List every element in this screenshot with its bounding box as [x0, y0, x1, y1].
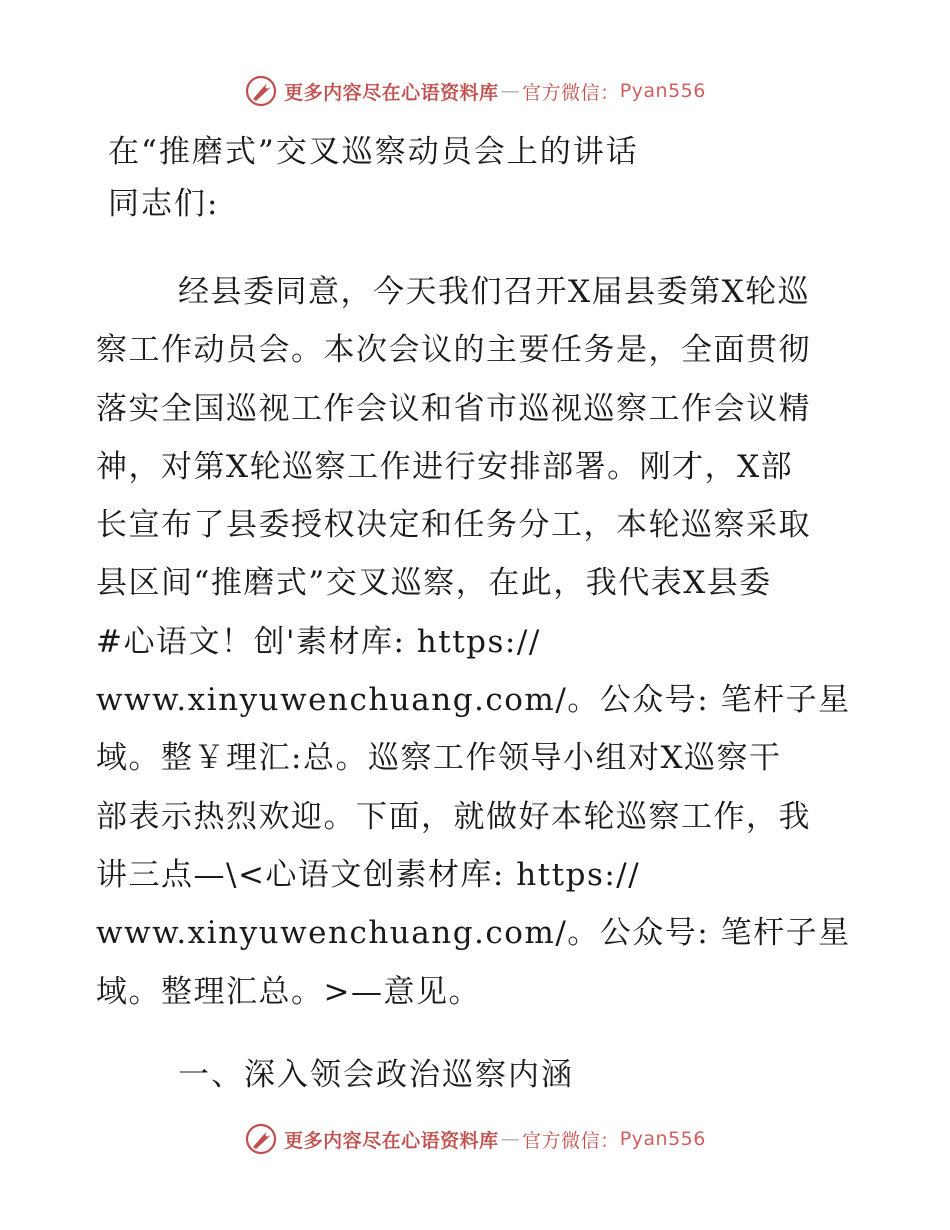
paragraph-line: 长宣布了县委授权决定和任务分工，本轮巡察采取: [96, 507, 811, 544]
section-heading: 一、深入领会政治巡察内涵: [178, 1057, 574, 1093]
banner-wechat-id: Pyan556: [619, 1128, 706, 1150]
banner-promo-text: 更多内容尽在心语资料库: [284, 1129, 499, 1152]
banner-separator: —: [500, 1128, 521, 1150]
paragraph-line: #心语文！创'素材库: https://: [96, 623, 541, 660]
header-watermark-banner: [0, 74, 950, 108]
pen-nib-logo-icon: [244, 74, 278, 108]
salutation: 同志们:: [108, 186, 220, 222]
paragraph-line: 神，对第X轮巡察工作进行安排部署。刚才，X部: [96, 448, 794, 485]
footer-watermark-banner: [0, 1122, 950, 1156]
document-title: 在“推磨式”交叉巡察动员会上的讲话: [108, 134, 639, 170]
banner-promo-text: 更多内容尽在心语资料库: [284, 81, 499, 104]
paragraph-line: www.xinyuwenchuang.com/。公众号: 笔杆子星: [96, 915, 851, 952]
banner-wechat-label: 官方微信：: [522, 1129, 620, 1152]
paragraph-line: 域。整理汇总。>—意见。: [96, 973, 481, 1010]
paragraph-line: www.xinyuwenchuang.com/。公众号: 笔杆子星: [96, 682, 851, 719]
paragraph-line: 讲三点—\<心语文创素材库: https://: [96, 856, 641, 893]
body-paragraph: [96, 272, 876, 1030]
paragraph-line: 落实全国巡视工作会议和省市巡视巡察工作会议精: [96, 390, 811, 427]
banner-wechat-label: 官方微信：: [522, 81, 620, 104]
paragraph-line: 域。整￥理汇:总。巡察工作领导小组对X巡察干: [96, 740, 782, 777]
paragraph-line: 县区间“推磨式”交叉巡察，在此，我代表X县委: [96, 565, 772, 602]
paragraph-line: 部表示热烈欢迎。下面，就做好本轮巡察工作，我: [96, 798, 811, 835]
banner-wechat-id: Pyan556: [619, 80, 706, 102]
pen-nib-logo-icon: [244, 1122, 278, 1156]
paragraph-line: 察工作动员会。本次会议的主要任务是，全面贯彻: [96, 332, 811, 369]
banner-separator: —: [500, 80, 521, 102]
paragraph-line: 经县委同意，今天我们召开X届县委第X轮巡: [178, 274, 811, 310]
